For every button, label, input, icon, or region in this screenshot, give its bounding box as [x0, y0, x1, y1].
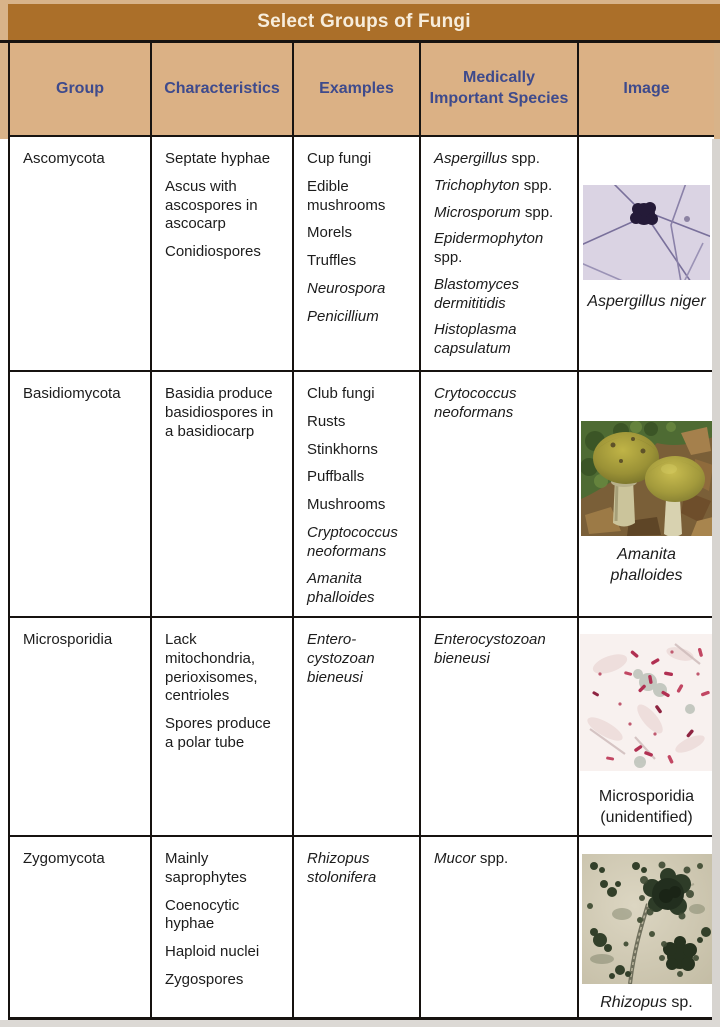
- table-title-bar: [8, 4, 720, 40]
- cell-text-line: Puffballs: [307, 468, 365, 486]
- characteristics-cell-microsporidia: [152, 618, 292, 835]
- amanita-phalloides-photo: [581, 421, 713, 536]
- examples-cell-zygomycota: [294, 837, 419, 1017]
- image-caption-amanita: Amanita phalloides: [610, 546, 683, 584]
- image-caption-aspergillus: Aspergillus niger: [587, 293, 706, 310]
- cell-text-line: Spores produce a polar tube: [165, 715, 271, 751]
- cell-text-line: Stinkhorns: [307, 440, 378, 458]
- characteristics-cell-basidiomycota: [152, 372, 292, 616]
- cell-text-line: Histoplasma capsulatum: [434, 321, 517, 357]
- column-header-image: Image: [579, 43, 714, 135]
- cell-text-line: Blastomyces dermititidis: [434, 275, 520, 312]
- fungi-table: [8, 43, 714, 1020]
- cell-text-line: Basidia produce basidiospores in a basidiocarp: [165, 385, 274, 440]
- group-cell-microsporidia: Microsporidia: [10, 618, 150, 835]
- column-header-characteristics: Characteristics: [152, 43, 292, 135]
- cell-text-line: Enterocystozoan bieneusi: [434, 631, 546, 667]
- cell-text-line: Rhizopus stolonifera: [307, 850, 377, 886]
- cell-text-line: Lack mitochondria, perioxisomes, centrioles: [165, 631, 258, 705]
- cell-text-line: Mainly saprophytes: [165, 850, 247, 886]
- examples-cell-microsporidia: [294, 618, 419, 835]
- cell-text-line: Truffles: [307, 252, 357, 269]
- cell-text-line: Haploid nuclei: [165, 943, 260, 960]
- characteristics-cell-ascomycota: [152, 137, 292, 370]
- examples-cell-basidiomycota: [294, 372, 419, 616]
- cell-text-line: Neurospora: [307, 279, 386, 297]
- rhizopus-photo: [582, 854, 712, 984]
- aspergillus-niger-photo: [583, 185, 710, 280]
- cell-text-line: Zygospores: [165, 970, 244, 988]
- medical-cell-ascomycota: [421, 137, 577, 370]
- medical-cell-basidiomycota: [421, 372, 577, 616]
- column-header-group: Group: [10, 43, 150, 135]
- group-cell-ascomycota: Ascomycota: [10, 137, 150, 370]
- medical-cell-zygomycota: [421, 837, 577, 1017]
- cell-text-line: Coenocytic hyphae: [165, 896, 240, 933]
- column-header-medically-important-species: Medically Important Species: [421, 43, 577, 135]
- cell-text-line: Aspergillus spp.: [434, 150, 540, 167]
- cell-text-line: Microsporum spp.: [434, 203, 554, 221]
- column-header-examples: Examples: [294, 43, 419, 135]
- cell-text-line: Septate hyphae: [165, 150, 271, 167]
- cell-text-line: Edible mushrooms: [307, 177, 386, 214]
- cell-text-line: Cup fungi: [307, 150, 372, 167]
- cell-text-line: Rusts: [307, 412, 346, 430]
- image-cell-zygomycota: [579, 837, 714, 1017]
- cell-text-line: Trichophyton spp.: [434, 176, 553, 194]
- cell-text-line: Mushrooms: [307, 496, 386, 513]
- examples-cell-ascomycota: [294, 137, 419, 370]
- characteristics-cell-zygomycota: [152, 837, 292, 1017]
- medical-cell-microsporidia: [421, 618, 577, 835]
- cell-text-line: Ascus with ascospores in ascocarp: [165, 177, 258, 233]
- bottom-edge-strip: [0, 1020, 720, 1027]
- image-cell-ascomycota: [579, 137, 714, 370]
- cell-text-line: Entero-cystozoan bieneusi: [307, 631, 375, 686]
- cell-text-line: Mucor spp.: [434, 850, 509, 867]
- right-edge-strip: [712, 139, 720, 1027]
- cell-text-line: Conidiospores: [165, 243, 261, 260]
- image-cell-basidiomycota: [579, 372, 714, 616]
- image-cell-microsporidia: [579, 618, 714, 835]
- microsporidia-photo: [580, 634, 713, 771]
- cell-text-line: Amanita phalloides: [307, 570, 375, 606]
- cell-text-line: Cryptococcus neoformans: [307, 523, 398, 560]
- page-title: Select Groups of Fungi: [257, 11, 471, 32]
- image-caption-microsporidia: Microsporidia (unidentified): [598, 788, 695, 826]
- cell-text-line: Epidermophyton spp.: [434, 230, 544, 266]
- cell-text-line: Morels: [307, 224, 353, 242]
- group-cell-zygomycota: Zygomycota: [10, 837, 150, 1017]
- cell-text-line: Penicillium: [307, 307, 379, 325]
- group-cell-basidiomycota: Basidiomycota: [10, 372, 150, 616]
- image-caption-rhizopus: Rhizopus sp.: [600, 994, 693, 1011]
- cell-text-line: Crytococcus neoformans: [434, 385, 517, 421]
- cell-text-line: Club fungi: [307, 385, 375, 402]
